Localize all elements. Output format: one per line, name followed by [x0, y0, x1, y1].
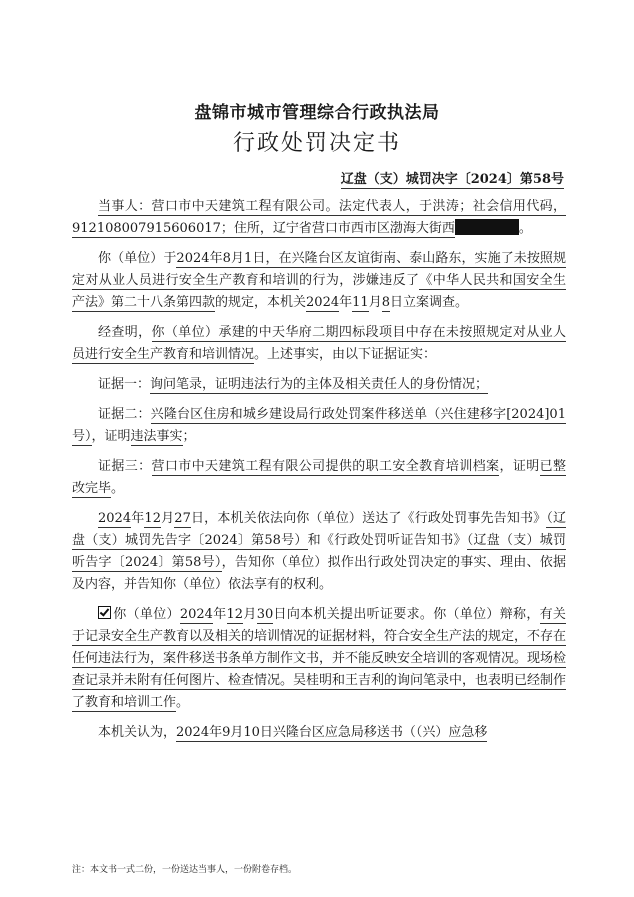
hearing-day: 30: [256, 607, 274, 622]
document-number: 辽盘（支）城罚决字〔2024〕第58号: [341, 168, 564, 189]
violation-act: 未按照规定对从业人员进行安全生产教育和培训: [72, 251, 566, 288]
hearing-year: 2024: [179, 607, 213, 622]
redaction-block: [455, 219, 519, 235]
footnote: 注：本文书一式二份，一份送达当事人，一份附卷存档。: [72, 865, 298, 875]
filing-year: 2024: [306, 295, 340, 310]
notice-year: 2024: [98, 511, 132, 526]
hearing-notice-number: （辽盘（支）城罚听告字〔2024〕第58号）: [72, 533, 566, 570]
evidence-one-text: 询问笔录，证明违法行为的主体及相关责任人的身份情况；: [150, 377, 489, 392]
transfer-document: 2024年9月10日兴隆台区应急局移送书（（兴）应急移: [176, 725, 488, 740]
evidence-two: 证据二：兴隆台区住房和城乡建设局行政处罚案件移送单（兴住建移字[2024]01号），证明违法事实；: [72, 407, 566, 444]
findings-text: 你（单位）承建的中天华府二期四标段项目中存在未按照规定对从业人员进行安全生产教育和培训情况: [72, 325, 566, 362]
evidence-one: 证据一：询问笔录，证明违法行为的主体及相关责任人的身份情况；: [98, 377, 489, 392]
evidence-two-proves: 违法事实: [130, 429, 183, 444]
defense-statement: 有关于记录安全生产教育以及相关的培训情况的证据材料，符合安全生产法的规定，不存在任何违法行为，案件移送书条单方制作文书，并不能反映安全培训的客观情况。现场检查记录并未附有任何图片、检查情况。吴桂明和王吉利的询问笔录中，也表明已经制作了教育和培训工作: [72, 607, 567, 710]
prior-notice-number: （辽盘（支）城罚先告字〔2024〕第58号）: [72, 511, 566, 548]
evidence-three-proves: 已整改完毕: [72, 459, 566, 496]
evidence-three: 证据三：营口市中天建筑工程有限公司提供的职工安全教育培训档案，证明已整改完毕。: [72, 459, 566, 496]
notification-paragraph: 2024年12月27日，本机关依法向你（单位）送达了《行政处罚事先告知书》（辽盘（支）城罚先告字〔2024〕第58号）和《行政处罚听证告知书》（辽盘（支）城罚听告字〔2024〕第58号），告知你（单位）拟作出行政处罚决定的事实、理由、依据及内容，并告知你（单位）依法享有的权利。: [72, 511, 566, 592]
hearing-month: 12: [226, 607, 244, 622]
case-filing-paragraph: 你（单位）于2024年8月1日，在兴隆台区友谊街南、泰山路东，实施了未按照规定对从业人员进行安全生产教育和培训的行为，涉嫌违反了《中华人民共和国安全生产法》第二十八条第四款的规定，本机关2024年11月8日立案调查。: [72, 251, 566, 310]
party-info: 当事人：营口市中天建筑工程有限公司。法定代表人，于洪涛；社会信用代码，912108007915606017；住所，辽宁省营口市西市区渤海大街西: [72, 199, 566, 236]
checked-box-icon: [98, 606, 111, 619]
filing-month: 11: [352, 295, 369, 310]
evidence-three-text: 营口市中天建筑工程有限公司提供的职工安全教育培训档案: [151, 459, 500, 474]
violation-location: ，在兴隆台区友谊街南、泰山路东，实施了: [265, 251, 514, 266]
notice-month: 12: [144, 511, 161, 526]
hearing-paragraph: 你（单位）2024年12月30日向本机关提出听证要求。你（单位）辩称，有关于记录安全生产教育以及相关的培训情况的证据材料，符合安全生产法的规定，不存在任何违法行为，案件移送书条单方制作文书，并不能反映安全培训的客观情况。现场检查记录并未附有任何图片、检查情况。吴桂明和王吉利的询问笔录中，也表明已经制作了教育和培训工作。: [72, 607, 567, 710]
notice-day: 27: [174, 511, 191, 526]
party-paragraph: 当事人：营口市中天建筑工程有限公司。法定代表人，于洪涛；社会信用代码，912108007915606017；住所，辽宁省营口市西市区渤海大街西 。: [72, 199, 566, 236]
findings-paragraph: 经查明，你（单位）承建的中天华府二期四标段项目中存在未按照规定对从业人员进行安全生产教育和培训情况。上述事实，由以下证据证实：: [72, 325, 566, 362]
issuing-organization: 盘锦市城市管理综合行政执法局: [194, 103, 440, 123]
evidence-two-text: 兴隆台区住房和城乡建设局行政处罚案件移送单（兴住建移字[2024]01号）: [72, 407, 566, 444]
filing-day: 8: [381, 295, 390, 310]
document-body: [72, 196, 566, 752]
authority-opinion-paragraph: 本机关认为，2024年9月10日兴隆台区应急局移送书（（兴）应急移: [98, 725, 488, 740]
violation-date: 2024年8月1日: [176, 251, 266, 266]
violated-law: 《中华人民共和国安全生产法》第二十八条第四款: [72, 273, 566, 310]
document-title: 行政处罚决定书: [232, 131, 401, 156]
